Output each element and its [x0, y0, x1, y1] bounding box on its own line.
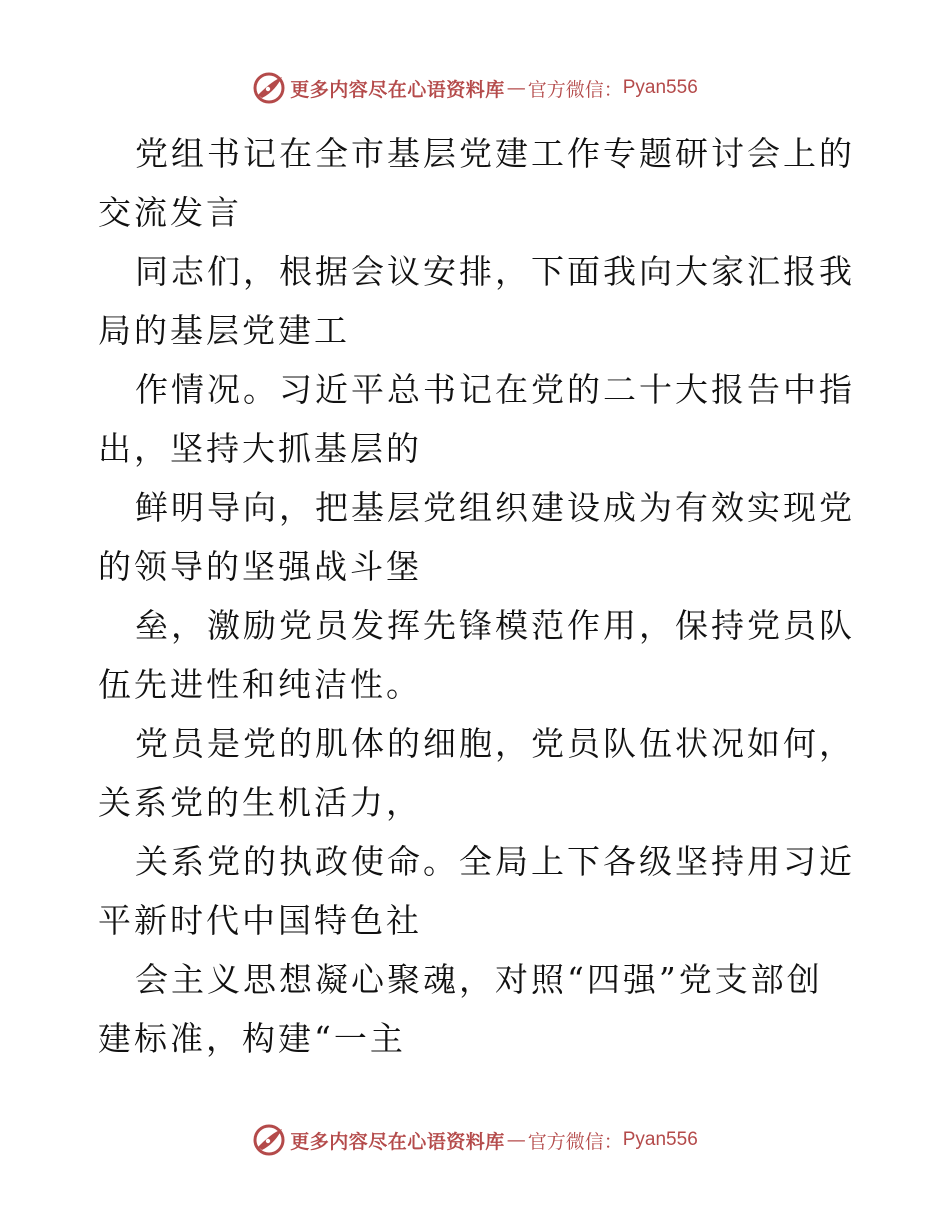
paragraph: 党员是党的肌体的细胞，党员队伍状况如何，关系党的生机活力，	[98, 724, 855, 822]
paragraph: 作情况。习近平总书记在党的二十大报告中指出，坚持大抓基层的	[98, 370, 855, 468]
watermark-dash: —	[506, 1129, 526, 1151]
watermark-wechat-id: Pyan556	[622, 1129, 698, 1150]
watermark-wechat-label: 官方微信：	[527, 1130, 623, 1153]
paragraph-title: 党组书记在全市基层党建工作专题研讨会上的交流发言	[98, 134, 855, 232]
watermark-brand: 更多内容尽在心语资料库	[290, 1130, 505, 1153]
watermark-wechat-label: 官方微信：	[527, 78, 623, 101]
paragraph: 垒，激励党员发挥先锋模范作用，保持党员队伍先进性和纯洁性。	[98, 606, 855, 704]
watermark-brand: 更多内容尽在心语资料库	[290, 78, 505, 101]
paragraph: 会主义思想凝心聚魂，对照“四强”党支部创建标准，构建“一主	[98, 960, 823, 1058]
watermark-wechat-id: Pyan556	[622, 77, 698, 98]
paragraph: 鲜明导向，把基层党组织建设成为有效实现党的领导的坚强战斗堡	[98, 488, 855, 586]
pen-nib-circle-logo-icon	[252, 71, 286, 105]
header-watermark	[0, 70, 950, 106]
watermark-dash: —	[506, 77, 526, 99]
footer-watermark	[0, 1122, 950, 1158]
document-body	[98, 124, 858, 1068]
paragraph: 同志们，根据会议安排，下面我向大家汇报我局的基层党建工	[98, 252, 855, 350]
pen-nib-circle-logo-icon	[252, 1123, 286, 1157]
paragraph: 关系党的执政使命。全局上下各级坚持用习近平新时代中国特色社	[98, 842, 855, 940]
